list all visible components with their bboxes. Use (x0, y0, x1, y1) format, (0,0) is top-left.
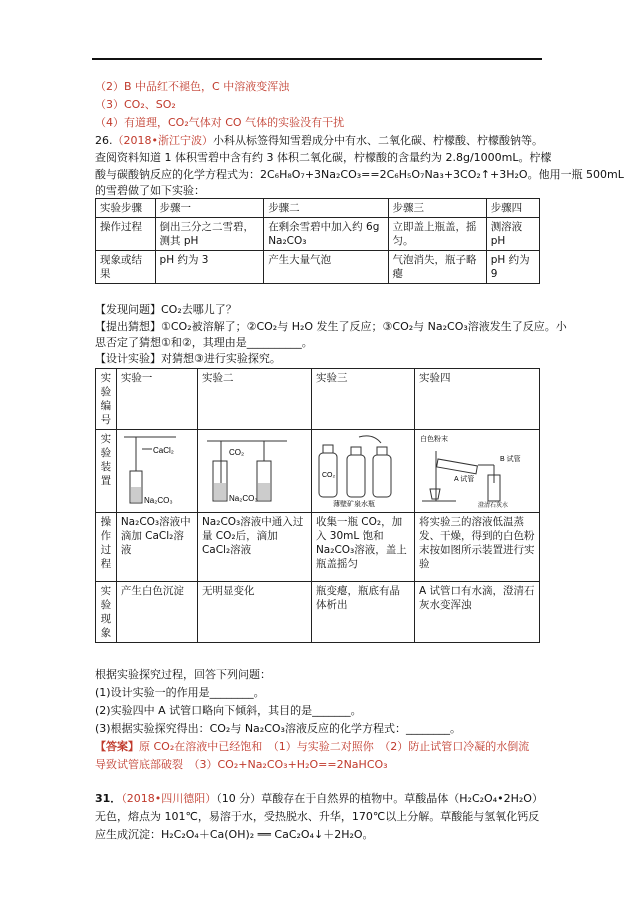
steps-table (95, 198, 540, 284)
table-row (96, 218, 540, 251)
table-cell: A 试管口有水滴，澄清石灰水变浑浊 (415, 582, 540, 643)
hypothesis-line-2: 思否定了猜想①和②，其理由是__________。 (95, 336, 313, 349)
table-cell (415, 430, 540, 513)
answer-line-1 (95, 740, 529, 754)
table-cell: 产生大量气泡 (264, 251, 388, 284)
hypothesis-line-1: 【提出猜想】①CO₂被溶解了；②CO₂与 H₂O 发生了反应；③CO₂与 Na₂CO₃溶液发生了反应。小 (95, 320, 567, 333)
table-cell: 实验三 (311, 369, 414, 430)
header-rule (92, 58, 542, 60)
apparatus-1-figure (118, 431, 180, 509)
table-cell: 产生白色沉淀 (116, 582, 197, 643)
label-limewater: 澄清石灰水 (478, 503, 509, 509)
table-cell: 倒出三分之二雪碧，测其 pH (155, 218, 264, 251)
table-cell: 测溶液 pH (486, 218, 539, 251)
discover-line: 【发现问题】CO₂去哪儿了？ (95, 303, 237, 316)
q26-stem-line-3: 酸与碳酸钠反应的化学方程式为：2C₆H₈O₇+3Na₂CO₃==2C₆H₅O₇Na₃+3CO₂↑+3H₂O。他用一瓶 500mL (95, 168, 624, 181)
apparatus-2-figure (199, 431, 291, 509)
table-cell: 无明显变化 (197, 582, 311, 643)
q26-number: 26. (95, 134, 113, 147)
table-cell: 立即盖上瓶盖，摇匀。 (388, 218, 486, 251)
q31-line-1 (95, 792, 543, 806)
q26-stem-line-1 (95, 134, 543, 148)
questions-intro: 根据实验探究过程，回答下列问题： (95, 668, 271, 681)
table-cell: Na₂CO₃溶液中滴加 CaCl₂溶液 (116, 513, 197, 582)
q31-text: （10 分）草酸存在于自然界的植物中。草酸晶体（H₂C₂O₄•2H₂O） (216, 792, 543, 805)
answer-label: 【答案】 (95, 740, 139, 753)
table-cell: 实验现象 (96, 582, 117, 643)
table-row (96, 513, 540, 582)
label-white-powder: 白色粉末 (420, 436, 448, 443)
label-cacl2: CaCl₂ (152, 446, 174, 455)
table-cell: Na₂CO₃溶液中通入过量 CO₂后，滴加 CaCl₂溶液 (197, 513, 311, 582)
table-row (96, 582, 540, 643)
table-cell (116, 430, 197, 513)
q31-line-2: 无色，熔点为 101℃，易溶于水，受热脱水、升华，170℃以上分解。草酸能与氢氧化钙反 (95, 810, 540, 823)
q26-stem-line-2: 查阅资料知道 1 体积雪碧中含有约 3 体积二氧化碳，柠檬酸的含量约为 2.8g/1000mL。柠檬 (95, 151, 552, 164)
prev-answer-2: （2）B 中品红不褪色，C 中溶液变浑浊 (95, 80, 290, 93)
table-cell: 实验编号 (96, 369, 117, 430)
label-b-tube: B 试管 (500, 456, 521, 463)
table-cell: 步骤二 (264, 199, 388, 218)
q31-line-3: 应生成沉淀：H₂C₂O₄＋Ca(OH)₂ ══ CaC₂O₄↓＋2H₂O。 (95, 828, 374, 841)
table-cell: pH 约为 9 (486, 251, 539, 284)
table-cell: 实验装置 (96, 430, 117, 513)
table-row (96, 369, 540, 430)
question-3: (3)根据实验探究得出：CO₂与 Na₂CO₃溶液反应的化学方程式：________。 (95, 722, 461, 735)
prev-answer-3: （3）CO₂、SO₂ (95, 98, 176, 111)
label-na2co3: Na₂CO₃ (228, 494, 258, 503)
table-cell: 实验四 (415, 369, 540, 430)
q31-number: 31． (95, 792, 122, 805)
table-cell: 瓶变瘪，瓶底有晶体析出 (311, 582, 414, 643)
table-cell: 实验一 (116, 369, 197, 430)
table-cell: pH 约为 3 (155, 251, 264, 284)
table-row (96, 199, 540, 218)
label-a-tube: A 试管 (454, 476, 475, 483)
question-1: (1)设计实验一的作用是________。 (95, 686, 265, 699)
label-co2: CO₂ (321, 472, 336, 479)
experiment-table (95, 368, 540, 643)
q26-stem-line-4: 的雪碧做了如下实验： (95, 184, 205, 197)
question-2: (2)实验四中 A 试管口略向下倾斜，其目的是_______。 (95, 704, 362, 717)
table-cell: 步骤四 (486, 199, 539, 218)
label-co2: CO₂ (228, 448, 245, 457)
table-cell: 步骤三 (388, 199, 486, 218)
q31-source: （2018•四川德阳） (121, 792, 217, 805)
table-cell (197, 430, 311, 513)
label-bottle: 薄壁矿泉水瓶 (332, 501, 375, 508)
answer-line-2: 导致试管底部破裂 （3）CO₂+Na₂CO₃+H₂O==2NaHCO₃ (95, 758, 388, 771)
apparatus-3-figure (313, 431, 395, 509)
table-row (96, 251, 540, 284)
table-cell: 实验步骤 (96, 199, 156, 218)
table-cell: 操作过程 (96, 513, 117, 582)
table-cell: 将实验三的溶液低温蒸发、干燥，得到的白色粉末按如图所示装置进行实验 (415, 513, 540, 582)
apparatus-4-figure (416, 431, 521, 509)
q26-stem-text: 小科从标签得知雪碧成分中有水、二氧化碳、柠檬酸、柠檬酸钠等。 (212, 134, 543, 147)
table-cell: 收集一瓶 CO₂，加入 30mL 饱和 Na₂CO₃溶液，盖上瓶盖摇匀 (311, 513, 414, 582)
table-cell: 步骤一 (155, 199, 264, 218)
prev-answer-4: （4）有道理，CO₂气体对 CO 气体的实验没有干扰 (95, 116, 345, 129)
table-cell: 实验二 (197, 369, 311, 430)
answer-text: 原 CO₂在溶液中已经饱和 （1）与实验二对照你 （2）防止试管口冷凝的水倒流 (139, 740, 530, 753)
table-cell: 操作过程 (96, 218, 156, 251)
table-cell: 在剩余雪碧中加入约 6g Na₂CO₃ (264, 218, 388, 251)
table-cell: 气泡消失，瓶子略瘪 (388, 251, 486, 284)
table-cell (311, 430, 414, 513)
table-row (96, 430, 540, 513)
label-na2co3: Na₂CO₃ (143, 496, 173, 505)
design-line: 【设计实验】对猜想③进行实验探究。 (95, 352, 281, 365)
table-cell: 现象或结果 (96, 251, 156, 284)
q26-source: （2018•浙江宁波） (112, 134, 213, 147)
